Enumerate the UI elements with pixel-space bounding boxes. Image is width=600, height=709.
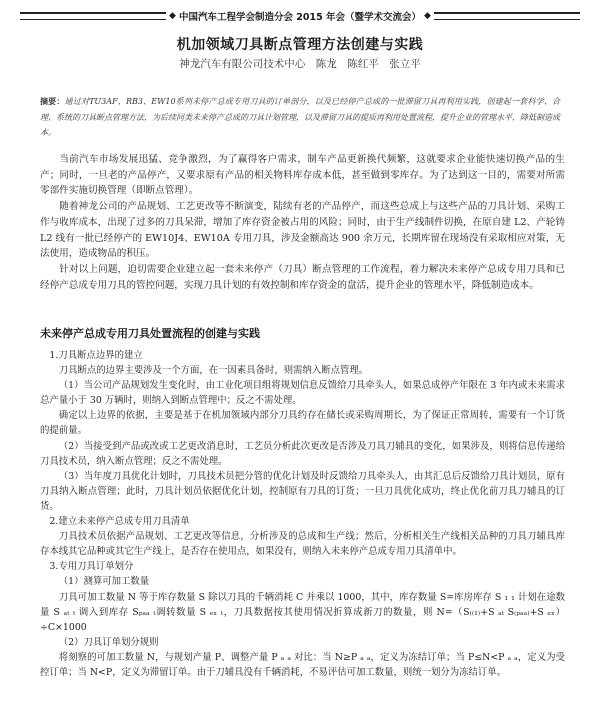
abstract-label: 摘要：: [40, 96, 65, 106]
body-paragraph: （1）测算可加工数量: [58, 576, 150, 588]
paper-title: 机加领域刀具断点管理方法创建与实践: [176, 37, 424, 53]
body-paragraph: 确定以上边界的依据，主要是基于在机加领域内部分刀具约存在储长或采购周期长，为了保证正常周转，需要有一个订货的提前量。: [40, 410, 565, 437]
section-heading: 未来停产总成专用刀具处置流程的创建与实践: [40, 327, 260, 340]
header-rule-right: [434, 12, 580, 20]
abstract: [40, 94, 560, 141]
body-paragraph: 刀具可加工数量 N 等于库存数量 S 除以刀具的千辆消耗 C 并乘以 1000，其中，库存数量 S=库房库存 S ₁ ₁ 计划在途数量 S ₐₜ ₜ 调入到库存 Sₚₐₐ ₜ调转数量 S ₑₓ ₜ，刀具数据按其使用情况折算成新刀的数量，则 N=（S₍₍₁₎+S ₐₜ S₍ₚₐₐ₎+S ₑₓ）÷C×1000: [40, 591, 565, 633]
body-paragraph: 刀具技术员依据产品规划、工艺更改等信息，分析涉及的总成和生产线；然后，分析相关生产线相关品种的刀具刀辅具库存本线其它品种或其它生产线上，是否存在使用点，如果没有，则纳入未来停产总成专用刀具清单中。: [40, 531, 565, 558]
body-paragraph: 将刻察的可加工数量 N，与规划产量 P、调整产量 P ₐ ₐ 对比：当 N≥P ₐ ₐ，定义为冻结订单；当 P≤N<P ₐ ₐ，定义为受控订单；当 N<P，定义为滞留订单。由于刀辅具没有千辆消耗，不易评估可加工数量，则统一划分为冻结订单。: [40, 651, 565, 678]
abstract-text: 通过对TU3AF、RB3、EW10系列未停产总成专用刀具的订单剖分，以及已经停产总成的一批滞留刀具再利用实践，创建起一套科学、合理、系统的刀具断点管理方法，为后续同类未来停产总成的刀具计划管理，以及滞留刀具的提质再利用处置流程，提升企业的管理水平，降低制造成本。: [40, 97, 560, 137]
intro-paragraph: 随着神龙公司的产品规划、工艺更改等不断演变，陆续有老的产品停产，而这些总成上与这些产品的刀具计划、采购工作与收库成本，出现了过多的刀具呆滞，增加了库存资金被占用的风险；同时，由于生产线制件切换，在原自建 L2、产轮铸 L2 线有一批已经停产的 EW10J4、EW10A 专用刀具，涉及金额高达 900 余万元，长期库留在现场没有采取相应对策，无法使用，造成物品的积压。: [40, 201, 565, 260]
subsection-heading: 3.专用刀具订单划分: [49, 561, 134, 573]
intro-paragraph: 针对以上问题，迫切需要企业建立起一套未来停产（刀具）断点管理的工作流程，着力解决未来停产总成专用刀具和已经停产总成专用刀具的管控问题，实现刀具计划的有效控制和库存资金的盘活，提升企业的管理水平，降低制造成本。: [40, 263, 565, 291]
paper-authors: 神龙汽车有限公司技术中心 陈龙 陈红平 张立平: [179, 58, 421, 70]
introduction: [40, 152, 565, 293]
intro-paragraph: 当前汽车市场发展迅猛、竞争激烈，为了赢得客户需求，制车产品更新换代频繁，这就要求企业能快速切换产品的生产；同时，一旦老的产品停产，又要求原有产品的相关物料库存成本低，甚至做到零库存。为了达到这一目的，需要对所需零部件实施切换管理（即断点管理）。: [40, 154, 565, 197]
diamond-icon: ◆: [169, 11, 176, 21]
body-paragraph: （3）当年度刀具优化计划时，刀具技术员把分管的优化计划及时反馈给刀具牵头人，由其汇总后反馈给刀具计划员，原有刀具纳入断点管理；此时，刀具计划员依据优化计划，控制原有刀具的订货；一旦刀具优化成功，终止优化前刀具刀辅具的订货。: [40, 470, 565, 512]
subsection-heading: 2.建立未来停产总成专用刀具清单: [49, 516, 190, 528]
body-paragraph: （2）当接受到产品或改或工艺更改消息时，工艺员分析此次更改是否涉及刀具刀辅具的变化，如果涉及，则将信息传递给刀具技术员，纳入断点管理；反之不需处理。: [40, 440, 565, 467]
body-paragraph: 刀具断点的边界主要涉及一个方面，在一因素具备时，则需纳入断点管理。: [58, 365, 369, 377]
section-body: [40, 348, 565, 680]
body-paragraph: （1）当公司产品规划发生变化时，由工业化项目组将规划信息反馈给刀具牵头人，如果总成停产年限在 3 年内或未来需求总产量小于 30 万辆时，则纳入到断点管理中；反之不需处理。: [40, 380, 565, 407]
running-header: [20, 6, 580, 26]
header-rule-left: [20, 12, 166, 20]
subsection-heading: 1.刀具断点边界的建立: [49, 350, 143, 361]
diamond-icon: ◆: [424, 11, 431, 21]
conference-name: 中国汽车工程学会制造分会 2015 年会（暨学术交流会）: [178, 12, 422, 23]
body-paragraph: （2）刀具订单划分规则: [58, 636, 159, 648]
